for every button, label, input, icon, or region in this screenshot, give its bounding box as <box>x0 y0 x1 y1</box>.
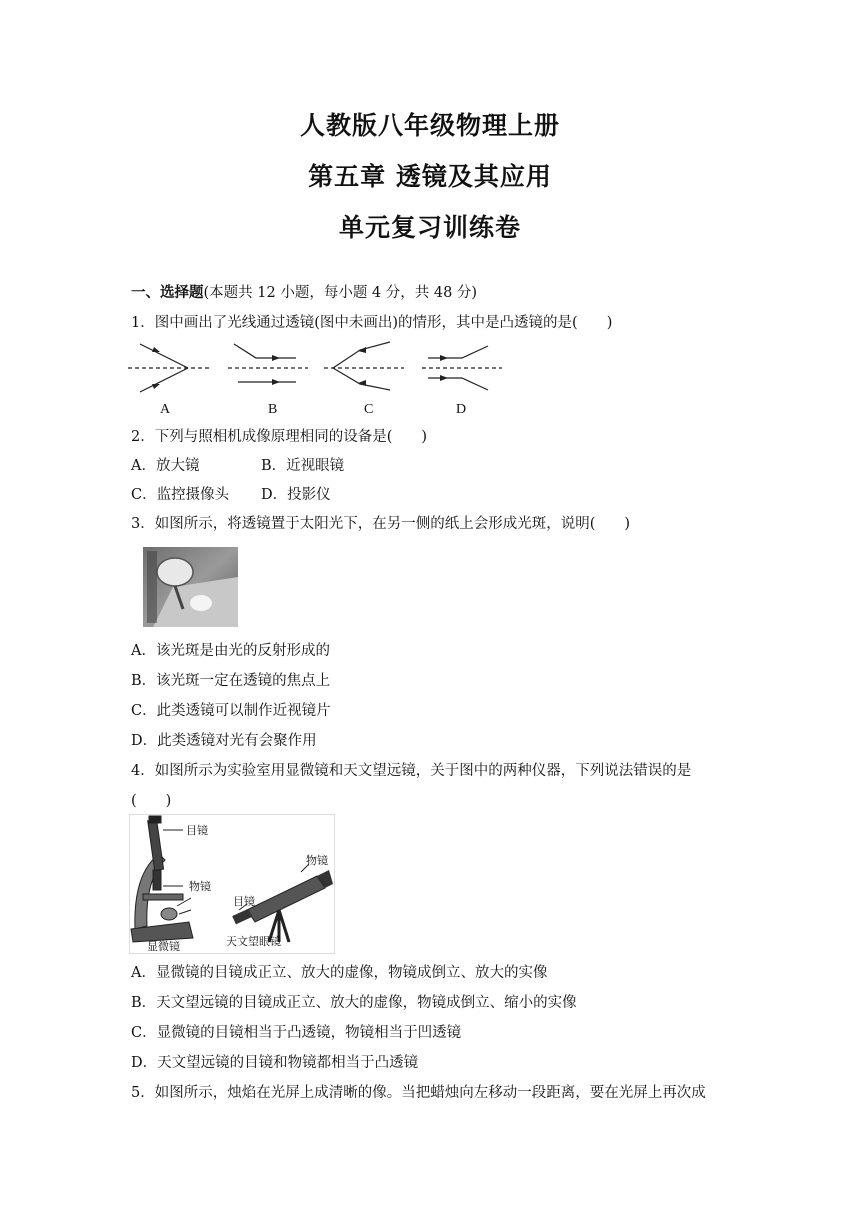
q1-a-arrow-top <box>152 347 160 352</box>
q4-label-telescope: 天文望眼镜 <box>226 936 281 948</box>
q3-option-c: C．此类透镜可以制作近视镜片 <box>131 703 331 719</box>
q4-stem-cont: ( ) <box>131 793 172 809</box>
q3-option-a: A．该光斑是由光的反射形成的 <box>131 643 330 659</box>
section-heading <box>131 283 477 303</box>
q1-b-arrow-top <box>272 355 280 361</box>
chapter-title: 第五章 透镜及其应用 <box>308 162 552 191</box>
q3-option-b: B．该光斑一定在透镜的焦点上 <box>131 673 331 689</box>
q1-c-ray-top <box>333 342 390 368</box>
q1-ray-diagram <box>128 338 508 396</box>
q4-label-eyepiece-1: 目镜 <box>186 825 208 837</box>
doc-title: 人教版八年级物理上册 <box>299 111 560 140</box>
q2-option-d: D．投影仪 <box>261 487 331 503</box>
q3-option-d: D．此类透镜对光有会聚作用 <box>131 733 317 749</box>
q1-d-ray-top <box>428 346 488 358</box>
q3-lens-photo <box>143 547 238 627</box>
paper-title: 单元复习训练卷 <box>338 213 521 242</box>
q1-label-b: B <box>268 402 278 417</box>
q4-option-b: B．天文望远镜的目镜成正立、放大的虚像，物镜成倒立、缩小的实像 <box>131 995 577 1011</box>
q1-label-c: C <box>364 402 374 417</box>
section-heading-note: (本题共 12 小题，每小题 4 分，共 48 分) <box>203 285 478 301</box>
q4-option-c: C．显微镜的目镜相当于凸透镜，物镜相当于凹透镜 <box>131 1025 462 1041</box>
q1-d-ray-bottom <box>428 378 488 390</box>
q2-option-b: B．近视眼镜 <box>261 458 345 474</box>
q1-b-arrow-bottom <box>272 379 280 385</box>
q1-d-arrow-top <box>440 355 448 361</box>
q2-option-a: A．放大镜 <box>131 458 200 474</box>
q1-c-ray-bottom <box>333 368 390 390</box>
q1-a-ray-top <box>140 344 188 368</box>
q3-stem: 3．如图所示，将透镜置于太阳光下，在另一侧的纸上会形成光斑，说明( ) <box>131 516 631 532</box>
q1-d-arrow-bottom <box>440 375 448 381</box>
q1-label-a: A <box>160 402 171 417</box>
q1-stem: 1．图中画出了光线通过透镜(图中未画出)的情形，其中是凸透镜的是( ) <box>131 315 613 331</box>
q1-a-arrow-bottom <box>152 384 160 389</box>
q2-stem: 2．下列与照相机成像原理相同的设备是( ) <box>131 429 428 445</box>
q4-label-microscope: 显微镜 <box>147 941 180 953</box>
q2-option-c: C．监控摄像头 <box>131 487 230 503</box>
lens-shape <box>157 558 193 586</box>
q4-label-objective-1: 物镜 <box>189 881 211 893</box>
q1-label-d: D <box>456 402 467 417</box>
q4-label-objective-2: 物镜 <box>306 855 328 867</box>
q4-option-d: D．天文望远镜的目镜和物镜都相当于凸透镜 <box>131 1055 419 1071</box>
section-heading-label: 一、选择题 <box>131 284 204 301</box>
q1-c-arrow-bottom <box>358 380 366 386</box>
q1-b-ray-top <box>234 344 296 358</box>
q4-option-a: A．显微镜的目镜成正立、放大的虚像，物镜成倒立、放大的实像 <box>131 965 548 981</box>
q4-label-eyepiece-2: 目镜 <box>233 896 255 908</box>
q5-stem: 5．如图所示，烛焰在光屏上成清晰的像。当把蜡烛向左移动一段距离，要在光屏上再次成 <box>131 1085 706 1101</box>
q4-stem: 4．如图所示为实验室用显微镜和天文望远镜，关于图中的两种仪器，下列说法错误的是 <box>131 763 692 779</box>
q1-a-ray-bottom <box>140 368 188 392</box>
light-spot <box>190 595 212 611</box>
